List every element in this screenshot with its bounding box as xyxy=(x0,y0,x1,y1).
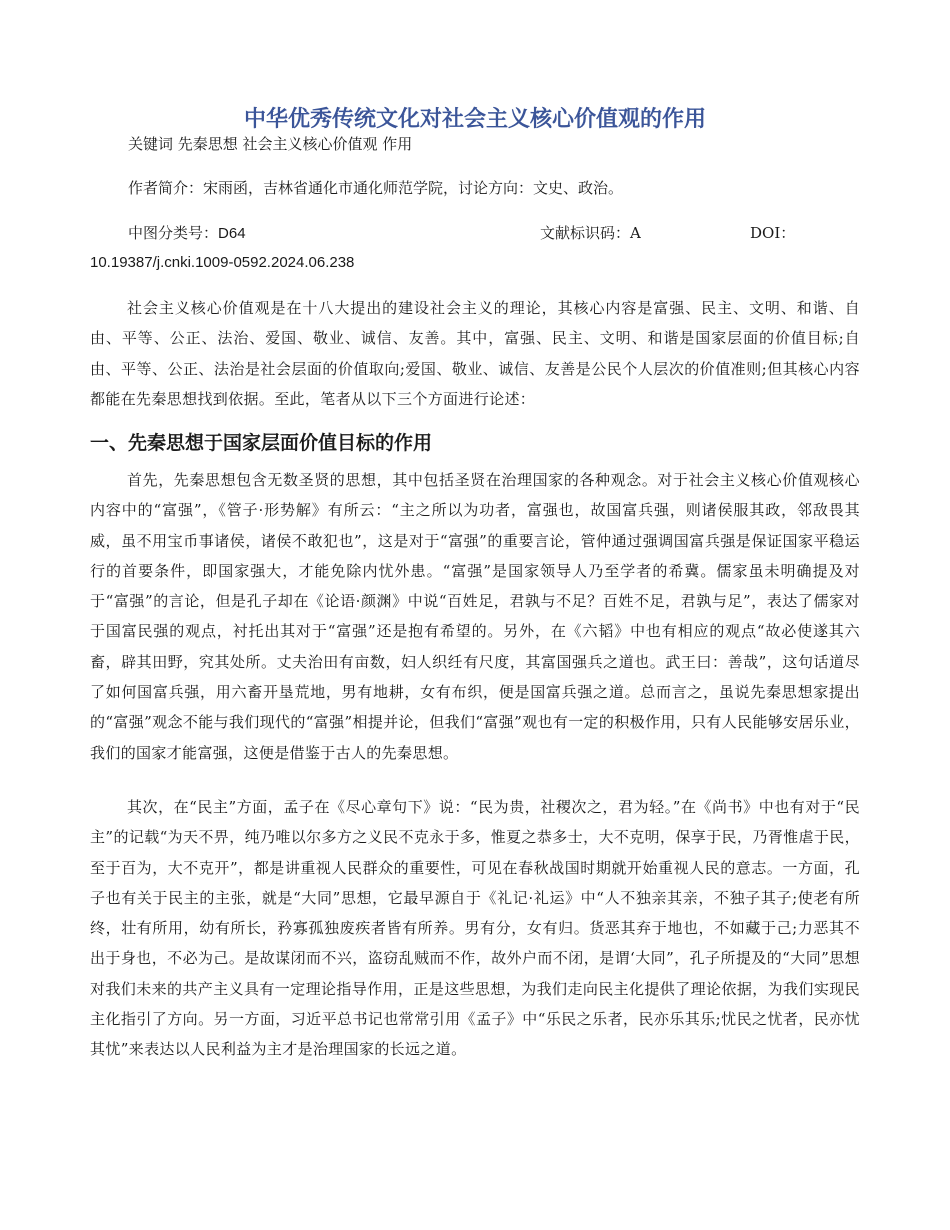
section-heading: 一、先秦思想于国家层面价值目标的作用 xyxy=(90,432,433,454)
doi-label: DOI： xyxy=(750,224,796,242)
document-code: 文献标识码：A xyxy=(540,224,641,242)
article-title: 中华优秀传统文化对社会主义核心价值观的作用 xyxy=(243,107,706,132)
intro-paragraph: 社会主义核心价值观是在十八大提出的建设社会主义的理论，其核心内容是富强、民主、文明、和谐、自由、平等、公正、法治、爱国、敬业、诚信、友善。其中，富强、民主、文明、和谐是国家层面的价值目标;自由、平等、公正、法治是社会层面的价值取向;爱国、敬业、诚信、友善是公民个人层次的价值准则;但其核心内容都能在先秦思想找到依据。至此，笔者从以下三个方面进行论述： xyxy=(90,299,860,408)
classification-row xyxy=(0,222,950,244)
classification-number: 中图分类号：D64 xyxy=(128,224,246,242)
body-paragraph: 其次，在“民主”方面，孟子在《尽心章句下》说：“民为贵，社稷次之，君为轻。”在《尚书》中也有对于“民主”的记载“为天不畀，纯乃唯以尔多方之义民不克永于多，惟夏之恭多士，大不克明，保享于民，乃胥惟虐于民，至于百为，大不克开”，都是讲重视人民群众的重要性，可见在春秋战国时期就开始重视人民的意志。一方面，孔子也有关于民主的主张，就是“大同”思想，它最早源自于《礼记·礼运》中“人不独亲其亲，不独子其子;使老有所终，壮有所用，幼有所长，矜寡孤独废疾者皆有所养。男有分，女有归。货恶其弃于地也，不如藏于己;力恶其不出于身也，不必为己。是故谋闭而不兴，盗窃乱贼而不作，故外户而不闭，是谓‘大同”，孔子所提及的“大同”思想对我们未来的共产主义具有一定理论指导作用，正是这些思想，为我们走向民主化提供了理论依据，为我们实现民主化指引了方向。另一方面，习近平总书记也常常引用《孟子》中“乐民之乐者，民亦乐其乐;忧民之忧者，民亦忧其忧”来表达以人民利益为主才是治理国家的长远之道。 xyxy=(90,798,860,1059)
keywords-line: 关键词 先秦思想 社会主义核心价值观 作用 xyxy=(128,135,413,153)
classification-code: D64 xyxy=(218,225,246,242)
body-paragraph: 首先，先秦思想包含无数圣贤的思想，其中包括圣贤在治理国家的各种观念。对于社会主义核心价值观核心内容中的“富强”，《管子·形势解》有所云：“主之所以为功者，富强也，故国富兵强，则诸侯服其政，邻敌畏其威，虽不用宝币事诸侯，诸侯不敢犯也”，这是对于“富强”的重要言论，管仲通过强调国富兵强是保证国家平稳运行的首要条件，即国家强大，才能免除内忧外患。“富强”是国家领导人乃至学者的希冀。儒家虽未明确提及对于“富强”的言论，但是孔子却在《论语·颜渊》中说“百姓足，君孰与不足？百姓不足，君孰与足”，表达了儒家对于国富民强的观点，衬托出其对于“富强”还是抱有希望的。另外，在《六韬》中也有相应的观点“故必使遂其六畜，辟其田野，究其处所。丈夫治田有亩数，妇人织纴有尺度，其富国强兵之道也。武王曰：善哉”，这句话道尽了如何国富兵强，用六畜开垦荒地，男有地耕，女有布织，便是国富兵强之道。总而言之，虽说先秦思想家提出的“富强”观念不能与我们现代的“富强”相提并论，但我们“富强”观也有一定的积极作用，只有人民能够安居乐业，我们的国家才能富强，这便是借鉴于古人的先秦思想。 xyxy=(90,471,860,762)
author-intro: 作者简介：宋雨函，吉林省通化市通化师范学院，讨论方向：文史、政治。 xyxy=(128,179,624,197)
doi-value: 10.19387/j.cnki.1009-0592.2024.06.238 xyxy=(90,254,355,271)
